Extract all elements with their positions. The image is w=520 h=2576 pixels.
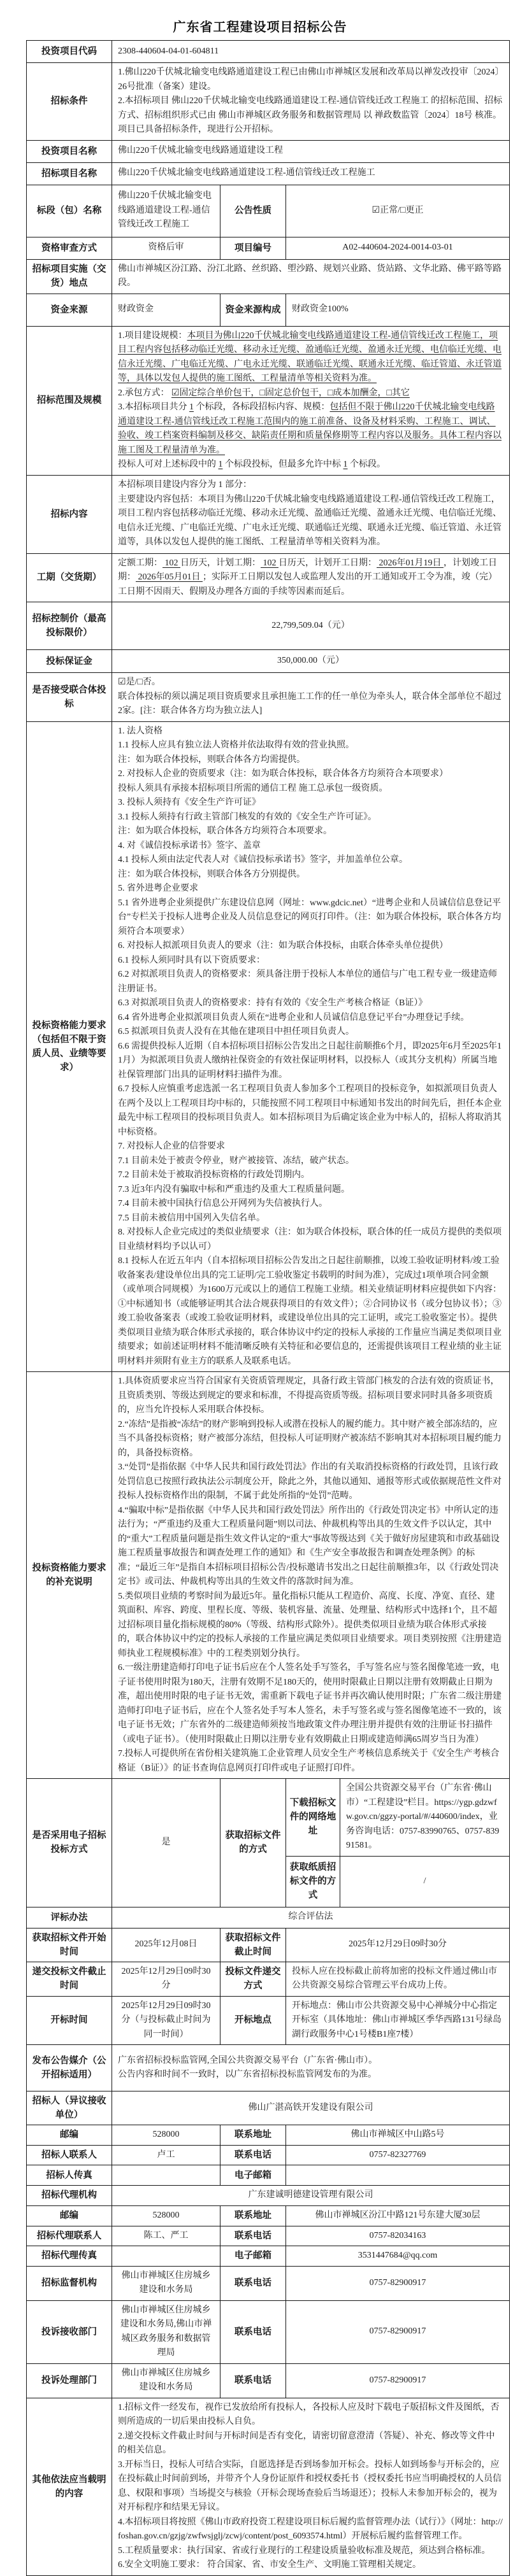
agency-email-value: 3531447684@qq.com (286, 2246, 510, 2267)
submission-method-label: 投标文件递交方式 (220, 1962, 286, 1996)
funding-value: 财政资金 (112, 294, 220, 326)
agency-postcode-label: 邮编 (27, 2205, 112, 2226)
row-electronic-bidding (27, 1779, 510, 1857)
agency-email-label: 电子邮箱 (220, 2246, 286, 2267)
content-label: 招标内容 (27, 475, 112, 553)
tenderer-address-label: 联系地址 (220, 2125, 286, 2146)
qualification-supplement-value: 1.具体资质要求应当符合国家有关资质管理规定，具备行政主管部门核发的合法有效的资质证书，且资质类别、等级达到规定的要求和标准，不得提高资质等级。招标项目要求同时具备多项资质的，应当允许投标人采用联合体投标。 2.“冻结”是指被“冻结”的财产影响到投标人或潜在投标人的履约能力。其中财产被全部冻结的，应当不具备投标资格；财产被部分冻结，但投标人可证明财产被冻结不影响其对本招标项目履约能力的，具备投标资格。 3.“处罚”是指依据《中华人民共和国行政处罚法》作出的有关取消投标资格的行政处罚，且该行政处罚信息已按照行政执法公示制度公开，除此之外，其他以通知、通报等形式或依据规范性文件对投标人投标资格作出的限制，不属于此处所指的“处罚”范畴。 4.“骗取中标”是指依据《中华人民共和国行政处罚法》所作出的《行政处罚决定书》中所认定的违法行为；“严重违约及重大工程质量问题”则以司法、仲裁机构等出具的生效文件予以认定，其中的“重大”工程质量问题是指生效文件认定的“重大”事故等级达到《关于做好房屋建筑和市政基础设施工程质量事故报告和调查处理工作的通知》和《生产安全事故报告和调查处理条例》的标准；“最近三年”是指自本招标项目招标公告/投标邀请书发出之日起往前顺推3年，以《行政处罚决定书》或司法、仲裁机构等出具的生效文件的落款时间为准。 5.类似项目业绩的考察时间为最近5年。量化指标只能从工程造价、高度、长度、净宽、直径、建筑面积、库容、跨度、里程长度、等级、装机容量、流量、处理量、结构形式中选择1个，且不超过招标项目量化指标规模的80%（等级、结构形式除外）。提供类似项目业绩为联合体形式承接的，联合体协议中约定的投标人承接的工作量应满足类似项目业绩要求。项目类别按照《注册建造师执业工程规模标准》中的工程类别划分执行。 6.一级注册建造师打印电子证书后应在个人签名处手写签名，手写签名应与签名图像笔迹一致，电子证书使用时限为180天，注册有效期不足180天的，使用时限截止日期以注册有效期截止日期为准，超出使用时限的电子证书无效，需重新下载电子证书并再次确认使用时限；广东省二级注册建造师打印电子证书后，应在个人签名处手写本人签名，未手写签名或与签名图像笔迹不一致的，该电子证书无效；广东省外的二级建造师须按当地政策文件办理注册并提供有效的注册证书扫描件（或电子证书）。（使用时限截止日期以注册专业有效期截止日期或建造师满65周岁当日为准） 7.投标人可提供所在省份相关建筑施工企业管理人员安全生产考核信息系统关于《安全生产考核合格证（B证）》的证书查询信息网页打印件或电子证照打印件。 (112, 1372, 510, 1779)
duration-label: 工期（交货期） (27, 553, 112, 602)
section-name-value: 佛山220千伏城北输变电线路通道建设工程-通信管线迁改工程施工 (112, 185, 220, 237)
row-content (27, 475, 510, 553)
duration-value: 定额工期： 102 日历天，计划工期： 102 日历天，计划开工日期： 2026年01月19日 ，计划竣工日期： 2026年05月01日 ；实际开工日期以发包人或监理人发出的开工通知或开工令为准，竣（完）工日期不因雨天、假期及办理各方面的手续等因素而延后。 (112, 553, 510, 602)
row-agency-contact (27, 2226, 510, 2246)
tenderer-postcode-label: 邮编 (27, 2125, 112, 2146)
tenderer-address-value: 佛山市禅城区中山路5号 (286, 2125, 510, 2146)
row-tenderer-fax (27, 2165, 510, 2186)
agency-value: 广东建诚明德建设管理有限公司 (112, 2186, 510, 2206)
row-tenderer (27, 2091, 510, 2125)
row-other-contents (27, 2398, 510, 2575)
row-section-name (27, 185, 510, 237)
row-tenderer-contact (27, 2145, 510, 2165)
location-value: 佛山市禅城区汾江路、汾江北路、丝织路、塱沙路、规划兴业路、货站路、文华北路、佛平路等路段。 (112, 259, 510, 294)
row-qualification-requirements (27, 721, 510, 1372)
doc-obtain-start-label: 获取招标文件开始时间 (27, 1928, 112, 1962)
qualification-requirements-label: 投标资格能力要求（包括但不限于资质人员、业绩等要求） (27, 721, 112, 1372)
complaint-handling-phone-value: 0757-82900917 (286, 2363, 510, 2398)
row-funding (27, 294, 510, 326)
row-complaint-receiving (27, 2300, 510, 2363)
tenderer-label: 招标人（异议接收单位） (27, 2091, 112, 2125)
qualification-review-label: 资格审查方式 (27, 237, 112, 259)
funding-composition-value: 财政资金100% (286, 294, 510, 326)
tender-project-name-label: 招标项目名称 (27, 162, 112, 185)
investment-project-name-label: 投资项目名称 (27, 140, 112, 162)
obtain-docs-method-label: 获取招标文件的方式 (220, 1779, 286, 1907)
notice-nature-value: ☑正常/□更正 (286, 185, 510, 237)
row-scope (27, 326, 510, 475)
paper-docs-label: 获取纸质招标文件的方式 (286, 1856, 340, 1907)
tender-conditions-label: 招标条件 (27, 63, 112, 141)
submission-deadline-value: 2025年12月29日09时30分 (112, 1962, 220, 1996)
investment-project-name-value: 佛山220千伏城北输变电线路通道建设工程 (112, 140, 510, 162)
agency-fax-label: 招标代理传真 (27, 2246, 112, 2267)
tender-table (26, 40, 510, 2576)
tenderer-fax-value (112, 2165, 220, 2186)
funding-label: 资金来源 (27, 294, 112, 326)
submission-method-value: 投标人应在投标截止前将加密的投标文件通过佛山市公共资源交易综合管理云平台成功上传。 (286, 1962, 510, 1996)
qualification-requirements-value: 1. 法人资格 1.1 投标人应具有独立法人资格并依法取得有效的营业执照。 注：如为联合体投标，则联合体各方均需提供。 2. 对投标人企业的资质要求（注：如为联合体投标，联合体各方均须符合本项要求） 投标人须具有承接本招标项目所需的通信工程 施工总承包一级资质。 3. 投标人须持有《安全生产许可证》 3.1 投标人须持有行政主管部门核发的有效的《安全生产许可证》。 注：如为联合体投标，联合体各方均须符合本项要求。 4. 对《诚信投标承诺书》签字、盖章 4.1 投标人须由法定代表人对《诚信投标承诺书》签字，并加盖单位公章。 注：如为联合体投标，则联合体各方分别提供。 5. 省外进粤企业要求 5.1 省外进粤企业须提供广东建设信息网（网址：www.gdcic.net）“进粤企业和人员诚信信息登记平台”专栏关于投标人进粤企业及人员信息登记的网页打印件。（注：如为联合体投标，联合体各方均须符合本项要求） 6. 对投标人拟派项目负责人的要求（注：如为联合体投标，由联合体牵头单位提供） 6.1 投标人须同时具有以下资质要求： 6.2 对拟派项目负责人的资格要求：须具备注册于投标人本单位的通信与广电工程专业一级建造师注册证书。 6.3 对拟派项目负责人的资格要求：持有有效的《安全生产考核合格证（B证）》 6.4 省外进粤企业拟派项目负责人须在“进粤企业和人员诚信信息登记平台”办理登记手续。 6.5 拟派项目负责人没有在其他在建项目中担任项目负责人。 6.6 需提供投标人近期（自本招标项目招标公告发出之日起往前顺推6个月，即2025年6月至2025年11月）为拟派项目负责人缴纳社保资金的有效社保证明材料，以投标人（或其分支机构）所属当地社保管理部门出具的证明材料扫描件为准。 6.7 投标人应慎重考虑选派一名工程项目负责人参加多个工程项目的投标竞争，如拟派项目负责人在两个及以上工程项目均中标的，只能按照不同工程项目中标通知书发出的时间先后，担任本企业最先中标工程项目的投标项目负责人。如本招标项目为后确定该企业为中标人的，招标人将取消其中标资格。 7. 对投标人企业的信誉要求 7.1 目前未处于被责令停业，财产被接管、冻结，破产状态。 7.2 目前未处于被取消投标资格的行政处罚期内。 7.3 近3年内没有骗取中标和严重违约及重大工程质量问题。 7.4 目前未被中国执行信息公开网列为失信被执行人。 7.5 目前未被信用中国列入失信名单。 8. 对投标人企业完成过的类似业绩要求（注：如为联合体投标，联合体的任一成员方提供的类似项目业绩材料均予以认可） 8.1 投标人在近五年内（自本招标项目招标公告发出之日起往前顺推，以竣工验收证明材料/竣工验收备案表/建设单位出具的完工证明/完工验收鉴定书载明的时间为准），完成过1项单项合同金额（或单项合同规模）为1600万元或以上的通信工程施工业绩。相关业绩证明材料应提供如下内容：①中标通知书（或能够证明其合法合规获得项目的有效文件）；②合同协议书（或分包协议书）；③竣工验收备案表（或竣工验收证明材料，或建设单位出具的完工证明，或完工验收鉴定书）。提供类似项目业绩为联合体形式承接的，联合体协议中约定的投标人承接的工作量应当满足类似项目业绩要求；如前述证明材料不能清晰反映有关特征和必要信息的，还需提供该项目工程业绩的业主证明材料并须附有业主方的联系人及联系电话。 (112, 721, 510, 1372)
row-project-code (27, 41, 510, 63)
evaluation-method-label: 评标办法 (27, 1907, 112, 1928)
row-agency (27, 2186, 510, 2206)
supervision-value: 佛山市禅城区住房城乡建设和水务局 (112, 2266, 220, 2300)
notice-nature-label: 公告性质 (220, 185, 286, 237)
supervision-phone-label: 联系电话 (220, 2266, 286, 2300)
scope-label: 招标范围及规模 (27, 326, 112, 475)
complaint-receiving-phone-label: 联系电话 (220, 2300, 286, 2363)
doc-obtain-start-value: 2025年12月08日 (112, 1928, 220, 1962)
project-number-value: A02-440604-2024-0014-03-01 (286, 237, 510, 259)
announcement-media-label: 发布公告媒介（公开招标适用） (27, 2045, 112, 2091)
row-investment-project-name (27, 140, 510, 162)
row-tender-conditions (27, 63, 510, 141)
row-complaint-handling (27, 2363, 510, 2398)
tenderer-fax-label: 招标人传真 (27, 2165, 112, 2186)
tender-project-name-value: 佛山220千伏城北输变电线路通道建设工程-通信管线迁改工程施工 (112, 162, 510, 185)
opening-time-value: 2025年12月29日09时30分（与投标截止时间为同一时间） (112, 1996, 220, 2045)
page-title: 广东省工程建设项目招标公告 (173, 20, 347, 34)
opening-place-label: 开标地点 (220, 1996, 286, 2045)
control-price-label: 招标控制价（最高投标限价） (27, 602, 112, 650)
agency-address-value: 佛山市禅城区汾江中路121号东建大厦30层 (286, 2205, 510, 2226)
tenderer-contact-value: 卢工 (112, 2145, 220, 2165)
tenderer-email-label: 电子邮箱 (220, 2165, 286, 2186)
section-name-label: 标段（包）名称 (27, 185, 112, 237)
row-location (27, 259, 510, 294)
tender-conditions-value: 1.佛山220千伏城北输变电线路通道建设工程已由佛山市禅城区发展和改革局以禅发改投审〔2024〕26号批准（备案）建设。 2.本招标项目 佛山220千伏城北输变电线路通道建设工程-通信管线迁改工程施工 的招标范围、招标方式、招标组织形式已由 佛山市禅城区政务服务和数据管理局 以 禅政数监管〔2024〕18号 核准。项目已具备招标条件，现进行公开招标。 (112, 63, 510, 141)
control-price-value: 22,799,509.04（元） (112, 602, 510, 650)
opening-place-value: 开标地点：佛山市公共资源交易中心禅城分中心指定开标室（具体地址：佛山市禅城区季华西路131号绿岛湖行政服务中心1号楼B1座7楼） (286, 1996, 510, 2045)
complaint-receiving-value: 佛山市禅城区住房城乡建设和水务局,佛山市禅城区政务服务和数据管理局 (112, 2300, 220, 2363)
bid-bond-value: 350,000.00（元） (112, 650, 510, 673)
row-duration (27, 553, 510, 602)
project-code-value: 2308-440604-04-01-604811 (112, 41, 510, 63)
funding-composition-label: 资金来源构成 (220, 294, 286, 326)
consortium-label: 是否接受联合体投标 (27, 673, 112, 722)
scope-value: 1.项目建设规模：本项目为佛山220千伏城北输变电线路通道建设工程-通信管线迁改工程施工，项目工程内容包括移动临迁光缆、移动永迁光缆、盈通临迁光缆、盈通永迁光缆、电信临迁光缆、电信永迁光缆、广电临迁光缆、广电永迁光缆、联通临迁光缆、联通永迁光缆、临迁管道、永迁管道等，具体以发包人提供的施工图纸、工程量清单等相关资料为准。 2.承包方式： ☑固定综合单价包干，□固定总价包干，□成本加酬金，□其它 3.本招标项目共分 1 个标段，各标段招标内容、规模：包括但不限于佛山220千伏城北输变电线路通道建设工程-通信管线迁改工程施工范围内的施工前准备、设备及材料采购、工程施工、调试、验收、竣工档案资料编制及移交、缺陷责任期和质量保修期等工程内容以及服务。具体工程内容以施工图及工程量清单为准。 投标人可对上述标段中的 1 个标段投标，但最多允许中标 1 个标段。 (112, 326, 510, 475)
row-announcement-media (27, 2045, 510, 2091)
location-label: 招标项目实施（交货）地点 (27, 259, 112, 294)
row-doc-obtain-time (27, 1928, 510, 1962)
row-qualification-review (27, 237, 510, 259)
tenderer-postcode-value: 528000 (112, 2125, 220, 2146)
qualification-review-value: 资格后审 (112, 237, 220, 259)
tenderer-email-value (286, 2165, 510, 2186)
row-supervision (27, 2266, 510, 2300)
doc-obtain-deadline-value: 2025年12月29日09时30分 (286, 1928, 510, 1962)
bid-bond-label: 投标保证金 (27, 650, 112, 673)
announcement-media-value: 广东省招标投标监管网,全国公共资源交易平台（广东省·佛山市）。 公告内容和时间不一致时，以广东省招标投标监管网发布的为准。 (112, 2045, 510, 2091)
complaint-receiving-label: 投诉接收部门 (27, 2300, 112, 2363)
tenderer-phone-label: 联系电话 (220, 2145, 286, 2165)
row-tenderer-postcode (27, 2125, 510, 2146)
paper-docs-value: / (340, 1856, 510, 1907)
evaluation-method-value: 综合评估法 (112, 1907, 510, 1928)
consortium-value: ☑是/□否。 联合体投标的须以满足项目资质要求且承担施工工作的任一单位为牵头人，联合体全部单位不超过2家。[注：联合体各方均为独立法人] (112, 673, 510, 722)
electronic-bidding-label: 是否采用电子招标投标方式 (27, 1779, 112, 1907)
agency-phone-value: 0757-82034163 (286, 2226, 510, 2246)
supervision-phone-value: 0757-82900917 (286, 2266, 510, 2300)
other-contents-value: 1.招标文件一经发布，视作已发放给所有投标人，各投标人应及时下载电子版招标文件及图纸，否则所造成的一切后果由投标人自负。 2.递交投标文件截止时间与开标时间是否有变化，请密切留意澄清（答疑）、补充、修改等文件中的相关信息。 3.开标当日，投标人可结合实际，自愿选择是否到场参加开标会。投标人如到场参与开标会的，应在投标截止时间前到场，并带齐个人身份证原件和授权委托书（授权委托书应当明确授权的人员信息、权限和事项）当场提交与核验（开标会现场查验后当场退还）；投标人未参加开标会的，视为对开标程序和结果无异议。 4.本招标项目将按照《佛山市政府投资工程建设项目标后履约监督管理办法（试行）》（网址：http://foshan.gov.cn/gzjg/zwfwsjglj/zcwj/content/post_6093574.html）开展标后履约监督管理工作。 5.工程质量要求：执行国家、省或行业现行的工程建设质量验收标准及规范，须达到合格标准。 6.安全文明施工要求： 符合国家、省、市安全生产、文明施工管理相关规定。 (112, 2398, 510, 2575)
doc-obtain-deadline-label: 获取招标文件截止时间 (220, 1928, 286, 1962)
row-agency-fax (27, 2246, 510, 2267)
agency-label: 招标代理机构 (27, 2186, 112, 2206)
submission-deadline-label: 递交投标文件截止时间 (27, 1962, 112, 1996)
row-control-price (27, 602, 510, 650)
row-opening-time (27, 1996, 510, 2045)
agency-postcode-value: 528000 (112, 2205, 220, 2226)
project-number-label: 项目编号 (220, 237, 286, 259)
row-consortium (27, 673, 510, 722)
agency-fax-value (112, 2246, 220, 2267)
opening-time-label: 开标时间 (27, 1996, 112, 2045)
download-address-value: 全国公共资源交易平台（广东省·佛山市）“工程建设”栏目。https://ygp.gdzwfw.gov.cn/ggzy-portal/#/440600/index，业务咨询电话：0757-83990765、0757-83991581。 (340, 1779, 510, 1857)
agency-contact-value: 陈工、严工 (112, 2226, 220, 2246)
electronic-bidding-value: 是 (112, 1779, 220, 1907)
complaint-receiving-phone-value: 0757-82900917 (286, 2300, 510, 2363)
complaint-handling-label: 投诉处理部门 (27, 2363, 112, 2398)
row-agency-postcode (27, 2205, 510, 2226)
content-value: 本招标项目建设内容分为 1 部分： 主要建设内容包括：本项目为佛山220千伏城北输变电线路通道建设工程-通信管线迁改工程施工，项目工程内容包括移动临迁光缆、移动永迁光缆、盈通临迁光缆、盈通永迁光缆、电信临迁光缆、电信永迁光缆、广电临迁光缆、广电永迁光缆、联通临迁光缆、联通永迁光缆、临迁管道、永迁管道等，具体以发包人提供的施工图纸、工程量清单等相关资料为准。 (112, 475, 510, 553)
qualification-supplement-label: 投标资格能力要求的补充说明 (27, 1372, 112, 1779)
download-address-label: 下载招标文件的网络地址 (286, 1779, 340, 1857)
project-code-label: 投资项目代码 (27, 41, 112, 63)
row-evaluation-method (27, 1907, 510, 1928)
tenderer-contact-label: 招标人联系人 (27, 2145, 112, 2165)
other-contents-label: 其他依法应当载明的内容 (27, 2398, 112, 2575)
agency-address-label: 联系地址 (220, 2205, 286, 2226)
row-tender-project-name (27, 162, 510, 185)
tenderer-value: 佛山广湛高铁开发建设有限公司 (112, 2091, 510, 2125)
row-bid-bond (27, 650, 510, 673)
row-qualification-supplement (27, 1372, 510, 1779)
row-submission-deadline (27, 1962, 510, 1996)
supervision-label: 招标监督机构 (27, 2266, 112, 2300)
complaint-handling-phone-label: 联系电话 (220, 2363, 286, 2398)
complaint-handling-value: 佛山市禅城区住房城乡建设和水务局 (112, 2363, 220, 2398)
agency-contact-label: 招标代理联系人 (27, 2226, 112, 2246)
agency-phone-label: 联系电话 (220, 2226, 286, 2246)
tenderer-phone-value: 0757-82327769 (286, 2145, 510, 2165)
